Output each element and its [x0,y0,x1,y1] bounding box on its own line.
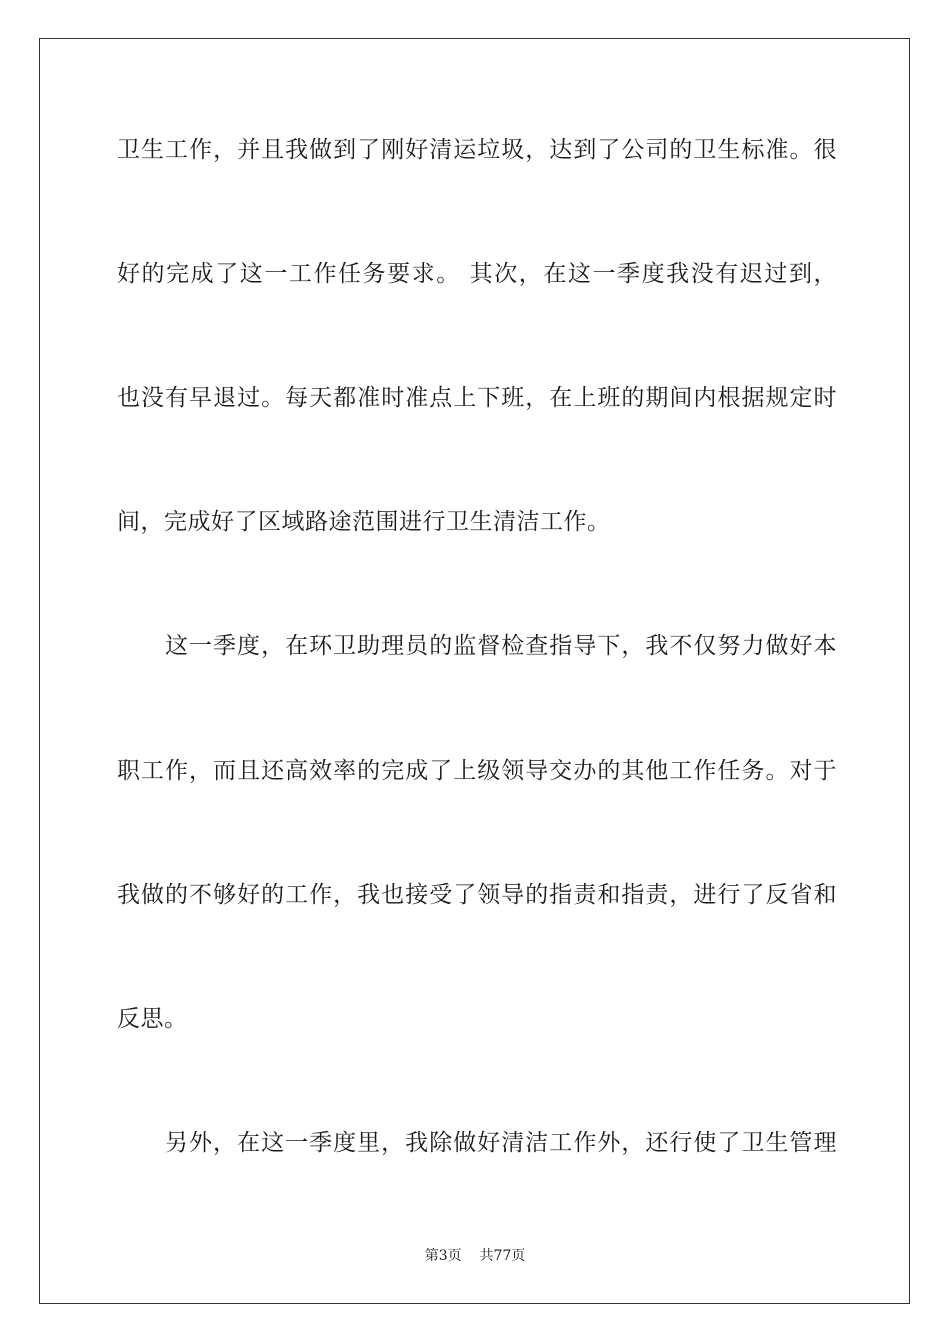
body-line-6: 职工作，而且还高效率的完成了上级领导交办的其他工作任务。对于 [117,758,837,784]
body-line-9: 另外，在这一季度里，我除做好清洁工作外，还行使了卫生管理 [165,1130,837,1156]
total-pages: 共77页 [479,1248,526,1264]
body-line-3: 也没有早退过。每天都准时准点上下班，在上班的期间内根据规定时 [117,385,837,411]
page-number: 第3页 [424,1248,462,1264]
body-line-5: 这一季度，在环卫助理员的监督检查指导下，我不仅努力做好本 [165,633,837,659]
body-line-7: 我做的不够好的工作，我也接受了领导的指责和指责，进行了反省和 [117,882,837,908]
body-line-1: 卫生工作，并且我做到了刚好清运垃圾，达到了公司的卫生标准。很 [117,137,837,163]
page-footer [0,1246,950,1266]
body-line-4: 间，完成好了区域路途范围进行卫生清洁工作。 [117,509,611,535]
body-line-8: 反思。 [117,1006,188,1032]
body-line-2: 好的完成了这一工作任务要求。 其次，在这一季度我没有迟过到， [117,261,837,287]
page-border [39,38,910,1304]
